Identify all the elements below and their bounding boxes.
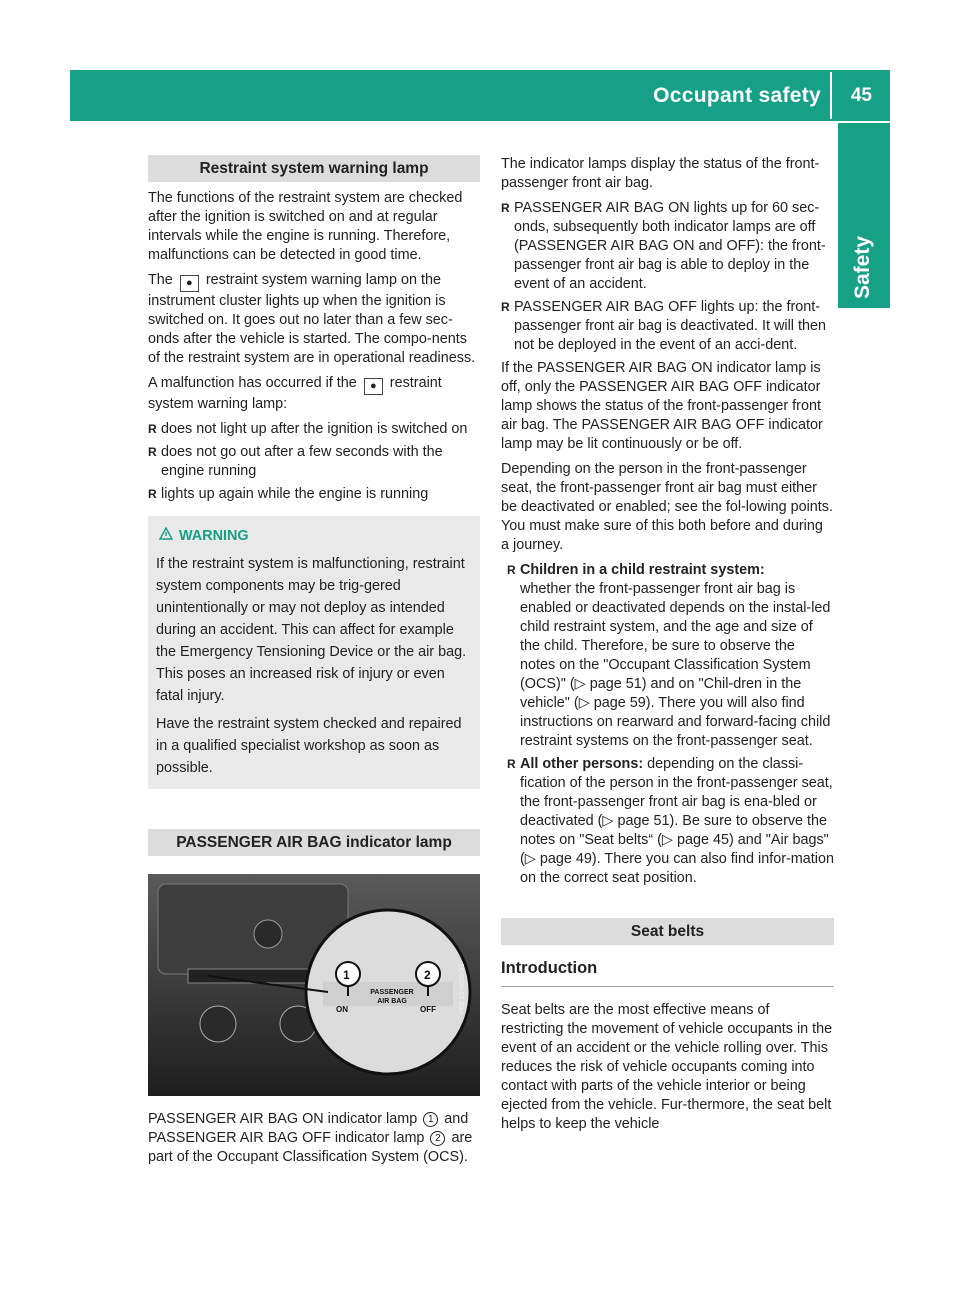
warning-box: [148, 516, 480, 789]
list-item: R Children in a child restraint system: whether the front-passenger front air bag is enabled or deactivated depends on the instal-led child restraint system, and the age and size of the child. Therefore, be sure to observe the notes on the "Occupant Classification System (OCS)" (▷ page 51) and on "Chil-dren in the vehicle" (▷ page 59). There you will also find instructions on rearward and forward-facing child restraint systems on the front-passenger seat.: [507, 562, 831, 749]
photo-label-on: ON: [336, 1005, 348, 1014]
warning-text: If the restraint system is malfunctioning, restraint system components may be trig-gered unintentionally or may not deploy as intended during an accident. This can affect for example the Emergency Tensioning Device or the air bag. This poses an increased risk of injury or even fatal injury.: [156, 556, 467, 704]
page-number: 45: [850, 85, 872, 106]
chapter-tab-label: Safety: [851, 235, 874, 299]
photo-caption: PASSENGER AIR BAG ON indicator lamp 1 and PASSENGER AIR BAG OFF indicator lamp 2 are part of the Occupant Classification System (OCS).: [148, 1111, 473, 1165]
heading-seat-belts: Seat belts: [501, 918, 834, 945]
list-item: R PASSENGER AIR BAG ON lights up for 60 sec-onds, subsequently both indicator lamps are off (PASSENGER AIR BAG ON and OFF): the front-passenger front air bag is able to deploy in the event of an accident.: [501, 200, 826, 292]
heading-restraint-system: Restraint system warning lamp: [148, 155, 480, 182]
callout-2-icon: 2: [430, 1131, 445, 1146]
airbag-warning-icon: ●: [180, 275, 199, 292]
page-header-bar: [70, 70, 890, 121]
warning-heading: WARNING: [156, 525, 472, 547]
paragraph: Depending on the person in the front-passenger seat, the front-passenger front air bag must either be deactivated or enabled; see the fol-lowing points. You must make sure of this both before and during a journey.: [501, 461, 834, 553]
bullet-icon: R: [148, 422, 157, 436]
photo-code: P68.10-4820-31: [459, 963, 466, 1014]
photo-label-off: OFF: [420, 1005, 436, 1014]
dashboard-photo: [148, 874, 480, 1096]
bullet-icon: R: [501, 300, 510, 314]
bullet-icon: R: [148, 487, 157, 501]
paragraph: The functions of the restraint system are checked after the ignition is switched on and at regular intervals while the engine is running. Therefore, malfunctions can be detected in good time.: [148, 190, 463, 263]
subheading-introduction: Introduction: [501, 959, 834, 987]
section-title: Occupant safety: [653, 84, 821, 107]
paragraph: The ● restraint system warning lamp on the instrument cluster lights up when the ignition is switched on. It goes out no later than a few sec-onds after the vehicle is started. The compo-nents of the restraint system are in operational readiness.: [148, 272, 476, 366]
header-divider: [830, 72, 832, 119]
paragraph: Seat belts are the most effective means of restricting the movement of vehicle occupants in the event of an accident or the vehicle rolling over. This reduces the risk of vehicle occupants coming into contact with parts of the vehicle interior or being ejected from the vehicle. Fur-thermore, the seat belt helps to keep the vehicle: [501, 1002, 833, 1132]
callout-2-marker: 2: [424, 968, 431, 982]
airbag-warning-icon: ●: [364, 378, 383, 395]
list-item: R All other persons: depending on the classi-fication of the person in the front-passenger seat, the front-passenger front air bag is ena-bled or deactivated (▷ page 51). Be sure to observe the notes on "Seat belts“ (▷ page 45) and "Air bags" (▷ page 49). There you can also find infor-mation on the correct seat position.: [507, 756, 834, 886]
bullet-icon: R: [507, 563, 516, 577]
bullet-icon: R: [507, 757, 516, 771]
paragraph: The indicator lamps display the status of the front-passenger front air bag.: [501, 156, 820, 191]
photo-label-passenger-airbag: PASSENGER AIR BAG: [370, 989, 414, 1005]
callout-1-icon: 1: [423, 1112, 438, 1127]
warning-triangle-icon: [159, 525, 173, 547]
callout-1-marker: 1: [343, 968, 350, 982]
warning-text: Have the restraint system checked and repaired in a qualified specialist workshop as soon as possible.: [156, 716, 462, 776]
list-item: R PASSENGER AIR BAG OFF lights up: the front-passenger front air bag is deactivated. It will then not be deployed in the event of an acci-dent.: [501, 299, 826, 353]
bullet-icon: R: [501, 201, 510, 215]
list-item: R does not light up after the ignition is switched on: [148, 421, 468, 437]
list-item: R does not go out after a few seconds with the engine running: [148, 444, 443, 479]
bullet-icon: R: [148, 445, 157, 459]
paragraph: If the PASSENGER AIR BAG ON indicator lamp is off, only the PASSENGER AIR BAG OFF indicator lamp shows the status of the front-passenger front air bag. The PASSENGER AIR BAG OFF indicator lamp may be lit continuously or be off.: [501, 360, 823, 452]
left-column: [148, 155, 480, 1173]
list-item: R lights up again while the engine is running: [148, 486, 429, 502]
heading-airbag-indicator: PASSENGER AIR BAG indicator lamp: [148, 829, 480, 856]
paragraph: A malfunction has occurred if the ● restraint system warning lamp:: [148, 375, 442, 412]
right-column: [501, 155, 834, 1140]
chapter-tab: [838, 123, 890, 308]
